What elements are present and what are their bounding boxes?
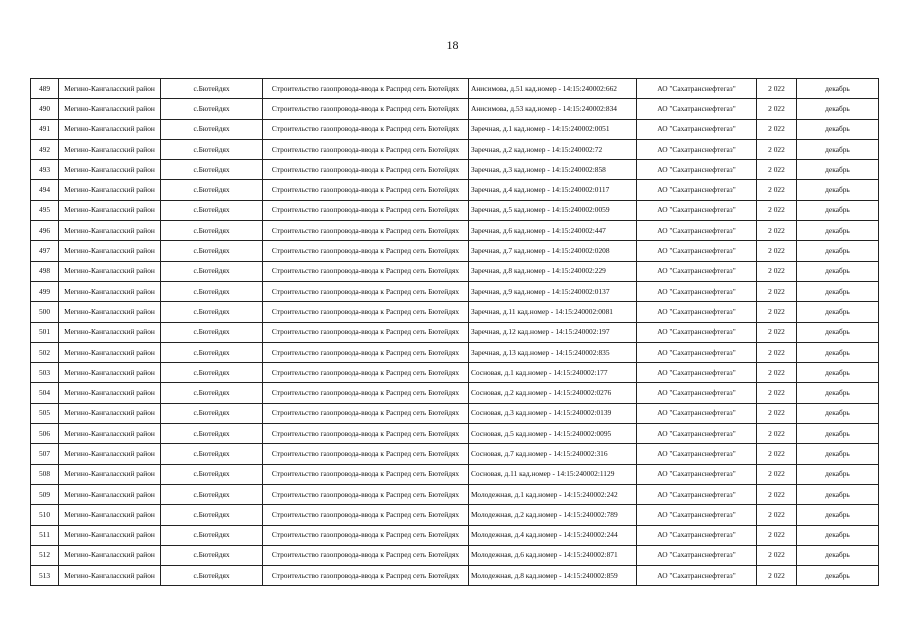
year-cell: 2 022 bbox=[757, 505, 797, 525]
district-cell: Мегино-Кангаласский район bbox=[59, 424, 161, 444]
year-cell: 2 022 bbox=[757, 99, 797, 119]
month-cell: декабрь bbox=[797, 566, 879, 586]
village-cell: с.Бютейдях bbox=[161, 99, 263, 119]
row-number: 507 bbox=[31, 444, 59, 464]
village-cell: с.Бютейдях bbox=[161, 261, 263, 281]
district-cell: Мегино-Кангаласский район bbox=[59, 403, 161, 423]
village-cell: с.Бютейдях bbox=[161, 403, 263, 423]
row-number: 491 bbox=[31, 119, 59, 139]
address-cell: Заречная, д.5 кад.номер - 14:15:240002:0059 bbox=[469, 200, 637, 220]
row-number: 497 bbox=[31, 241, 59, 261]
row-number: 492 bbox=[31, 139, 59, 159]
year-cell: 2 022 bbox=[757, 566, 797, 586]
village-cell: с.Бютейдях bbox=[161, 342, 263, 362]
district-cell: Мегино-Кангаласский район bbox=[59, 160, 161, 180]
table-row bbox=[31, 525, 879, 545]
district-cell: Мегино-Кангаласский район bbox=[59, 302, 161, 322]
village-cell: с.Бютейдях bbox=[161, 302, 263, 322]
village-cell: с.Бютейдях bbox=[161, 545, 263, 565]
row-number: 501 bbox=[31, 322, 59, 342]
village-cell: с.Бютейдях bbox=[161, 139, 263, 159]
month-cell: декабрь bbox=[797, 241, 879, 261]
address-cell: Анисимова, д.53 кад.номер - 14:15:240002:834 bbox=[469, 99, 637, 119]
work-description-cell: Строительство газопровода-ввода к Распред сеть Бютейдях bbox=[263, 160, 469, 180]
month-cell: декабрь bbox=[797, 484, 879, 504]
address-cell: Молодежная, д.8 кад.номер - 14:15:240002:859 bbox=[469, 566, 637, 586]
work-description-cell: Строительство газопровода-ввода к Распред сеть Бютейдях bbox=[263, 566, 469, 586]
organization-cell: АО "Сахатранснефтегаз" bbox=[637, 160, 757, 180]
row-number: 509 bbox=[31, 484, 59, 504]
district-cell: Мегино-Кангаласский район bbox=[59, 79, 161, 99]
address-cell: Молодежная, д.4 кад.номер - 14:15:240002:244 bbox=[469, 525, 637, 545]
table-row bbox=[31, 160, 879, 180]
work-description-cell: Строительство газопровода-ввода к Распред сеть Бютейдях bbox=[263, 302, 469, 322]
page-number: 18 bbox=[446, 38, 459, 52]
organization-cell: АО "Сахатранснефтегаз" bbox=[637, 444, 757, 464]
month-cell: декабрь bbox=[797, 383, 879, 403]
table-row bbox=[31, 322, 879, 342]
village-cell: с.Бютейдях bbox=[161, 281, 263, 301]
table-row bbox=[31, 363, 879, 383]
table-row bbox=[31, 99, 879, 119]
row-number: 489 bbox=[31, 79, 59, 99]
month-cell: декабрь bbox=[797, 281, 879, 301]
year-cell: 2 022 bbox=[757, 322, 797, 342]
address-cell: Сосновая, д.11 кад.номер - 14:15:240002:1129 bbox=[469, 464, 637, 484]
district-cell: Мегино-Кангаласский район bbox=[59, 322, 161, 342]
work-description-cell: Строительство газопровода-ввода к Распред сеть Бютейдях bbox=[263, 363, 469, 383]
table-row bbox=[31, 221, 879, 241]
organization-cell: АО "Сахатранснефтегаз" bbox=[637, 383, 757, 403]
year-cell: 2 022 bbox=[757, 424, 797, 444]
address-cell: Заречная, д.11 кад.номер - 14:15:240002:0081 bbox=[469, 302, 637, 322]
month-cell: декабрь bbox=[797, 403, 879, 423]
district-cell: Мегино-Кангаласский район bbox=[59, 484, 161, 504]
district-cell: Мегино-Кангаласский район bbox=[59, 261, 161, 281]
row-number: 506 bbox=[31, 424, 59, 444]
address-cell: Заречная, д.7 кад.номер - 14:15:240002:0208 bbox=[469, 241, 637, 261]
month-cell: декабрь bbox=[797, 464, 879, 484]
row-number: 502 bbox=[31, 342, 59, 362]
row-number: 513 bbox=[31, 566, 59, 586]
work-description-cell: Строительство газопровода-ввода к Распред сеть Бютейдях bbox=[263, 241, 469, 261]
year-cell: 2 022 bbox=[757, 363, 797, 383]
table-row bbox=[31, 200, 879, 220]
village-cell: с.Бютейдях bbox=[161, 363, 263, 383]
row-number: 500 bbox=[31, 302, 59, 322]
row-number: 508 bbox=[31, 464, 59, 484]
year-cell: 2 022 bbox=[757, 119, 797, 139]
address-cell: Анисимова, д.51 кад.номер - 14:15:240002:662 bbox=[469, 79, 637, 99]
month-cell: декабрь bbox=[797, 119, 879, 139]
address-cell: Заречная, д.8 кад.номер - 14:15:240002:229 bbox=[469, 261, 637, 281]
organization-cell: АО "Сахатранснефтегаз" bbox=[637, 525, 757, 545]
year-cell: 2 022 bbox=[757, 444, 797, 464]
village-cell: с.Бютейдях bbox=[161, 160, 263, 180]
organization-cell: АО "Сахатранснефтегаз" bbox=[637, 403, 757, 423]
organization-cell: АО "Сахатранснефтегаз" bbox=[637, 139, 757, 159]
organization-cell: АО "Сахатранснефтегаз" bbox=[637, 99, 757, 119]
work-description-cell: Строительство газопровода-ввода к Распред сеть Бютейдях bbox=[263, 403, 469, 423]
table-row bbox=[31, 342, 879, 362]
month-cell: декабрь bbox=[797, 180, 879, 200]
year-cell: 2 022 bbox=[757, 79, 797, 99]
table-row bbox=[31, 566, 879, 586]
table-row bbox=[31, 444, 879, 464]
village-cell: с.Бютейдях bbox=[161, 383, 263, 403]
address-cell: Заречная, д.13 кад.номер - 14:15:240002:835 bbox=[469, 342, 637, 362]
table-row bbox=[31, 139, 879, 159]
month-cell: декабрь bbox=[797, 424, 879, 444]
table-row bbox=[31, 464, 879, 484]
work-description-cell: Строительство газопровода-ввода к Распред сеть Бютейдях bbox=[263, 464, 469, 484]
work-description-cell: Строительство газопровода-ввода к Распред сеть Бютейдях bbox=[263, 322, 469, 342]
month-cell: декабрь bbox=[797, 139, 879, 159]
year-cell: 2 022 bbox=[757, 241, 797, 261]
organization-cell: АО "Сахатранснефтегаз" bbox=[637, 566, 757, 586]
year-cell: 2 022 bbox=[757, 281, 797, 301]
month-cell: декабрь bbox=[797, 99, 879, 119]
district-cell: Мегино-Кангаласский район bbox=[59, 342, 161, 362]
organization-cell: АО "Сахатранснефтегаз" bbox=[637, 302, 757, 322]
registry-body bbox=[31, 79, 879, 586]
district-cell: Мегино-Кангаласский район bbox=[59, 221, 161, 241]
organization-cell: АО "Сахатранснефтегаз" bbox=[637, 281, 757, 301]
work-description-cell: Строительство газопровода-ввода к Распред сеть Бютейдях bbox=[263, 200, 469, 220]
month-cell: декабрь bbox=[797, 221, 879, 241]
row-number: 493 bbox=[31, 160, 59, 180]
organization-cell: АО "Сахатранснефтегаз" bbox=[637, 545, 757, 565]
organization-cell: АО "Сахатранснефтегаз" bbox=[637, 261, 757, 281]
work-description-cell: Строительство газопровода-ввода к Распред сеть Бютейдях bbox=[263, 484, 469, 504]
organization-cell: АО "Сахатранснефтегаз" bbox=[637, 180, 757, 200]
year-cell: 2 022 bbox=[757, 261, 797, 281]
work-description-cell: Строительство газопровода-ввода к Распред сеть Бютейдях bbox=[263, 525, 469, 545]
organization-cell: АО "Сахатранснефтегаз" bbox=[637, 200, 757, 220]
organization-cell: АО "Сахатранснефтегаз" bbox=[637, 342, 757, 362]
organization-cell: АО "Сахатранснефтегаз" bbox=[637, 79, 757, 99]
district-cell: Мегино-Кангаласский район bbox=[59, 241, 161, 261]
address-cell: Молодежная, д.1 кад.номер - 14:15:240002:242 bbox=[469, 484, 637, 504]
village-cell: с.Бютейдях bbox=[161, 322, 263, 342]
year-cell: 2 022 bbox=[757, 403, 797, 423]
year-cell: 2 022 bbox=[757, 545, 797, 565]
table-row bbox=[31, 484, 879, 504]
table-row bbox=[31, 180, 879, 200]
work-description-cell: Строительство газопровода-ввода к Распред сеть Бютейдях bbox=[263, 281, 469, 301]
table-row bbox=[31, 403, 879, 423]
address-cell: Сосновая, д.5 кад.номер - 14:15:240002:0095 bbox=[469, 424, 637, 444]
village-cell: с.Бютейдях bbox=[161, 464, 263, 484]
work-description-cell: Строительство газопровода-ввода к Распред сеть Бютейдях bbox=[263, 342, 469, 362]
address-cell: Сосновая, д.1 кад.номер - 14:15:240002:177 bbox=[469, 363, 637, 383]
work-description-cell: Строительство газопровода-ввода к Распред сеть Бютейдях bbox=[263, 119, 469, 139]
work-description-cell: Строительство газопровода-ввода к Распред сеть Бютейдях bbox=[263, 505, 469, 525]
work-description-cell: Строительство газопровода-ввода к Распред сеть Бютейдях bbox=[263, 180, 469, 200]
month-cell: декабрь bbox=[797, 302, 879, 322]
district-cell: Мегино-Кангаласский район bbox=[59, 363, 161, 383]
address-cell: Заречная, д.6 кад.номер - 14:15:240002:447 bbox=[469, 221, 637, 241]
table-row bbox=[31, 79, 879, 99]
row-number: 503 bbox=[31, 363, 59, 383]
district-cell: Мегино-Кангаласский район bbox=[59, 99, 161, 119]
row-number: 494 bbox=[31, 180, 59, 200]
year-cell: 2 022 bbox=[757, 484, 797, 504]
year-cell: 2 022 bbox=[757, 180, 797, 200]
village-cell: с.Бютейдях bbox=[161, 525, 263, 545]
month-cell: декабрь bbox=[797, 322, 879, 342]
row-number: 510 bbox=[31, 505, 59, 525]
year-cell: 2 022 bbox=[757, 383, 797, 403]
month-cell: декабрь bbox=[797, 79, 879, 99]
organization-cell: АО "Сахатранснефтегаз" bbox=[637, 464, 757, 484]
month-cell: декабрь bbox=[797, 342, 879, 362]
organization-cell: АО "Сахатранснефтегаз" bbox=[637, 221, 757, 241]
month-cell: декабрь bbox=[797, 505, 879, 525]
year-cell: 2 022 bbox=[757, 525, 797, 545]
table-row bbox=[31, 383, 879, 403]
address-cell: Сосновая, д.3 кад.номер - 14:15:240002:0139 bbox=[469, 403, 637, 423]
village-cell: с.Бютейдях bbox=[161, 221, 263, 241]
address-cell: Молодежная, д.6 кад.номер - 14:15:240002:871 bbox=[469, 545, 637, 565]
row-number: 511 bbox=[31, 525, 59, 545]
year-cell: 2 022 bbox=[757, 139, 797, 159]
address-cell: Сосновая, д.2 кад.номер - 14:15:240002:0276 bbox=[469, 383, 637, 403]
work-description-cell: Строительство газопровода-ввода к Распред сеть Бютейдях bbox=[263, 221, 469, 241]
row-number: 490 bbox=[31, 99, 59, 119]
organization-cell: АО "Сахатранснефтегаз" bbox=[637, 119, 757, 139]
row-number: 504 bbox=[31, 383, 59, 403]
work-description-cell: Строительство газопровода-ввода к Распред сеть Бютейдях bbox=[263, 261, 469, 281]
organization-cell: АО "Сахатранснефтегаз" bbox=[637, 484, 757, 504]
address-cell: Сосновая, д.7 кад.номер - 14:15:240002:316 bbox=[469, 444, 637, 464]
month-cell: декабрь bbox=[797, 525, 879, 545]
work-description-cell: Строительство газопровода-ввода к Распред сеть Бютейдях bbox=[263, 139, 469, 159]
district-cell: Мегино-Кангаласский район bbox=[59, 180, 161, 200]
work-description-cell: Строительство газопровода-ввода к Распред сеть Бютейдях bbox=[263, 424, 469, 444]
table-row bbox=[31, 241, 879, 261]
work-description-cell: Строительство газопровода-ввода к Распред сеть Бютейдях bbox=[263, 383, 469, 403]
district-cell: Мегино-Кангаласский район bbox=[59, 383, 161, 403]
district-cell: Мегино-Кангаласский район bbox=[59, 505, 161, 525]
year-cell: 2 022 bbox=[757, 221, 797, 241]
month-cell: декабрь bbox=[797, 261, 879, 281]
district-cell: Мегино-Кангаласский район bbox=[59, 545, 161, 565]
work-description-cell: Строительство газопровода-ввода к Распред сеть Бютейдях bbox=[263, 444, 469, 464]
year-cell: 2 022 bbox=[757, 464, 797, 484]
village-cell: с.Бютейдях bbox=[161, 505, 263, 525]
row-number: 498 bbox=[31, 261, 59, 281]
organization-cell: АО "Сахатранснефтегаз" bbox=[637, 505, 757, 525]
month-cell: декабрь bbox=[797, 200, 879, 220]
row-number: 512 bbox=[31, 545, 59, 565]
table-row bbox=[31, 545, 879, 565]
work-description-cell: Строительство газопровода-ввода к Распред сеть Бютейдях bbox=[263, 545, 469, 565]
year-cell: 2 022 bbox=[757, 200, 797, 220]
address-cell: Заречная, д.2 кад.номер - 14:15:240002:72 bbox=[469, 139, 637, 159]
district-cell: Мегино-Кангаласский район bbox=[59, 464, 161, 484]
village-cell: с.Бютейдях bbox=[161, 444, 263, 464]
organization-cell: АО "Сахатранснефтегаз" bbox=[637, 424, 757, 444]
month-cell: декабрь bbox=[797, 160, 879, 180]
row-number: 496 bbox=[31, 221, 59, 241]
table-row bbox=[31, 281, 879, 301]
address-cell: Заречная, д.3 кад.номер - 14:15:240002:858 bbox=[469, 160, 637, 180]
village-cell: с.Бютейдях bbox=[161, 180, 263, 200]
month-cell: декабрь bbox=[797, 363, 879, 383]
address-cell: Заречная, д.4 кад.номер - 14:15:240002:0117 bbox=[469, 180, 637, 200]
organization-cell: АО "Сахатранснефтегаз" bbox=[637, 363, 757, 383]
village-cell: с.Бютейдях bbox=[161, 484, 263, 504]
organization-cell: АО "Сахатранснефтегаз" bbox=[637, 241, 757, 261]
row-number: 505 bbox=[31, 403, 59, 423]
table-row bbox=[31, 119, 879, 139]
row-number: 499 bbox=[31, 281, 59, 301]
district-cell: Мегино-Кангаласский район bbox=[59, 139, 161, 159]
table-row bbox=[31, 302, 879, 322]
organization-cell: АО "Сахатранснефтегаз" bbox=[637, 322, 757, 342]
year-cell: 2 022 bbox=[757, 160, 797, 180]
month-cell: декабрь bbox=[797, 444, 879, 464]
address-cell: Заречная, д.1 кад.номер - 14:15:240002:0051 bbox=[469, 119, 637, 139]
district-cell: Мегино-Кангаласский район bbox=[59, 525, 161, 545]
table-row bbox=[31, 424, 879, 444]
row-number: 495 bbox=[31, 200, 59, 220]
month-cell: декабрь bbox=[797, 545, 879, 565]
address-cell: Заречная, д.12 кад.номер - 14:15:240002:197 bbox=[469, 322, 637, 342]
village-cell: с.Бютейдях bbox=[161, 241, 263, 261]
village-cell: с.Бютейдях bbox=[161, 424, 263, 444]
district-cell: Мегино-Кангаласский район bbox=[59, 119, 161, 139]
village-cell: с.Бютейдях bbox=[161, 119, 263, 139]
district-cell: Мегино-Кангаласский район bbox=[59, 444, 161, 464]
work-description-cell: Строительство газопровода-ввода к Распред сеть Бютейдях bbox=[263, 79, 469, 99]
district-cell: Мегино-Кангаласский район bbox=[59, 566, 161, 586]
village-cell: с.Бютейдях bbox=[161, 79, 263, 99]
village-cell: с.Бютейдях bbox=[161, 200, 263, 220]
village-cell: с.Бютейдях bbox=[161, 566, 263, 586]
table-row bbox=[31, 505, 879, 525]
year-cell: 2 022 bbox=[757, 302, 797, 322]
address-cell: Заречная, д.9 кад.номер - 14:15:240002:0137 bbox=[469, 281, 637, 301]
district-cell: Мегино-Кангаласский район bbox=[59, 281, 161, 301]
district-cell: Мегино-Кангаласский район bbox=[59, 200, 161, 220]
address-cell: Молодежная, д.2 кад.номер - 14:15:240002:789 bbox=[469, 505, 637, 525]
registry-table bbox=[30, 78, 879, 586]
table-row bbox=[31, 261, 879, 281]
work-description-cell: Строительство газопровода-ввода к Распред сеть Бютейдях bbox=[263, 99, 469, 119]
year-cell: 2 022 bbox=[757, 342, 797, 362]
